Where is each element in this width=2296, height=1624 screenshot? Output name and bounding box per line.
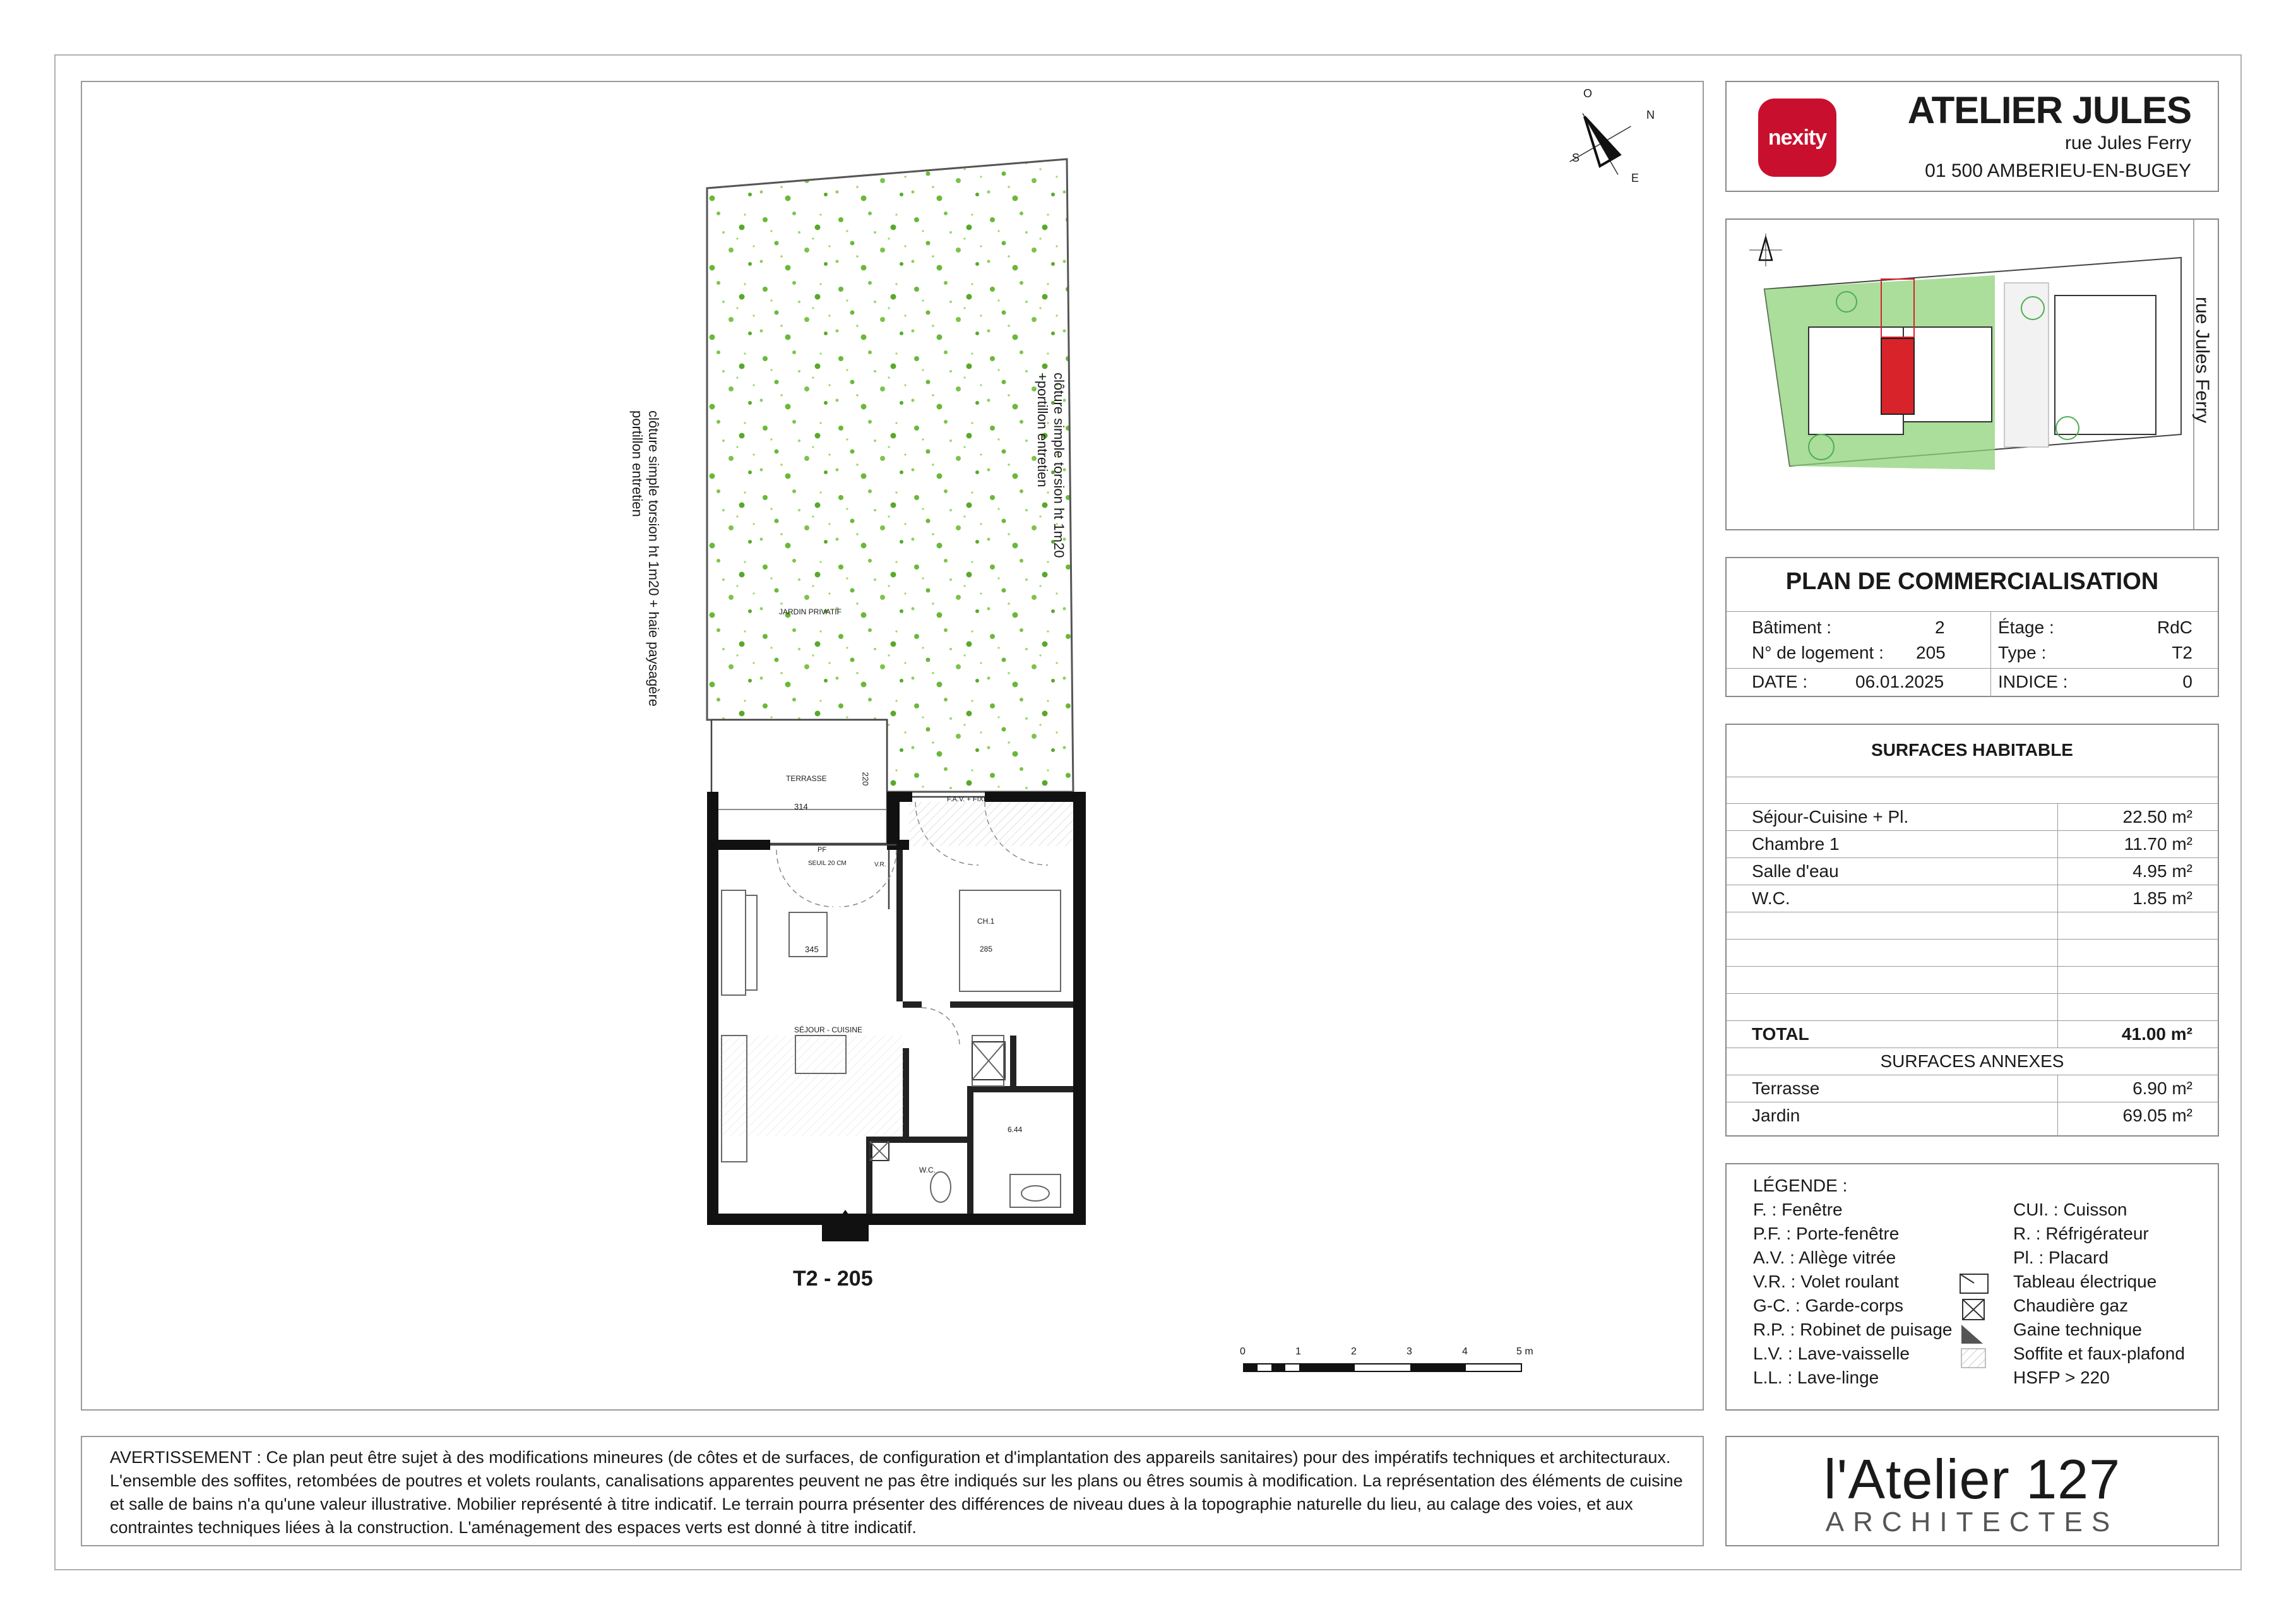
legend-item: L.L. : Lave-linge bbox=[1753, 1368, 1879, 1387]
toilet-icon bbox=[931, 1172, 951, 1202]
scale-tick-0: 0 bbox=[1240, 1346, 1246, 1357]
compass-label-s: S bbox=[1572, 152, 1580, 164]
terrace-label: TERRASSE bbox=[786, 774, 827, 783]
sde-dim: 6.44 bbox=[1008, 1125, 1023, 1134]
etage-label: Étage : bbox=[1998, 618, 2054, 637]
compass-label-n: N bbox=[1646, 109, 1655, 121]
batiment-value: 2 bbox=[1935, 618, 1945, 637]
date-label: DATE : bbox=[1752, 672, 1808, 691]
type-label: Type : bbox=[1998, 643, 2047, 662]
surface-row-label: Séjour-Cuisine + Pl. bbox=[1752, 807, 1909, 827]
legend-item: R. : Réfrigérateur bbox=[2013, 1224, 2149, 1243]
date-value: 06.01.2025 bbox=[1855, 672, 1944, 691]
terrace-dim-w: 314 bbox=[794, 802, 808, 811]
annexe-row-label: Terrasse bbox=[1752, 1078, 1820, 1098]
address-line2: 01 500 AMBERIEU-EN-BUGEY bbox=[1925, 160, 2191, 181]
fav-label: F.A.V. + FIXE bbox=[947, 796, 989, 803]
indice-label: INDICE : bbox=[1998, 672, 2068, 691]
plan-info-panel bbox=[1725, 557, 2219, 697]
architect-subtitle: ARCHITECTES bbox=[1825, 1507, 2119, 1537]
legend-item: HSFP > 220 bbox=[2013, 1368, 2110, 1387]
indice-value: 0 bbox=[2182, 672, 2192, 691]
surface-row-value: 22.50 m² bbox=[2122, 807, 2192, 827]
logement-value: 205 bbox=[1916, 643, 1946, 662]
address-line1: rue Jules Ferry bbox=[2064, 133, 2191, 153]
fence-label-right: clôture simple torsion ht 1m20 +portillon entretien bbox=[1035, 373, 1067, 558]
nexity-logo: nexity bbox=[1758, 99, 1836, 177]
legend-item: R.P. : Robinet de puisage bbox=[1753, 1320, 1953, 1339]
surface-row-label: W.C. bbox=[1752, 888, 1790, 908]
legend-panel bbox=[1725, 1163, 2219, 1411]
logement-label: N° de logement : bbox=[1752, 643, 1884, 662]
scale-tick-5: 5 m bbox=[1516, 1346, 1533, 1357]
terrace-dim-h: 220 bbox=[860, 772, 871, 786]
legend-item: F. : Fenêtre bbox=[1753, 1200, 1843, 1219]
garden-label: JARDIN PRIVATIF bbox=[779, 607, 842, 616]
legend-symbols bbox=[1955, 1273, 1993, 1399]
surface-total-label: TOTAL bbox=[1752, 1024, 1809, 1044]
pf-label: PF bbox=[818, 846, 827, 854]
etage-value: RdC bbox=[2156, 618, 2192, 637]
surface-row-value: 11.70 m² bbox=[2124, 834, 2192, 854]
annexes-title: SURFACES ANNEXES bbox=[1880, 1051, 2064, 1071]
site-map bbox=[1727, 220, 2218, 529]
floor-plan bbox=[81, 81, 1704, 1411]
plan-title: PLAN DE COMMERCIALISATION bbox=[1785, 568, 2159, 595]
surface-row-label: Salle d'eau bbox=[1752, 861, 1839, 881]
soffite-icon bbox=[1961, 1349, 1985, 1368]
legend-item: CUI. : Cuisson bbox=[2013, 1200, 2127, 1219]
site-street-label: rue Jules Ferry bbox=[2192, 297, 2213, 424]
scale-tick-4: 4 bbox=[1462, 1346, 1468, 1357]
legend-item: Gaine technique bbox=[2013, 1320, 2142, 1339]
chaudiere-icon bbox=[1963, 1299, 1984, 1320]
soffite-area bbox=[909, 802, 1073, 846]
annexe-row-value: 69.05 m² bbox=[2122, 1106, 2192, 1125]
scale-tick-3: 3 bbox=[1407, 1346, 1412, 1357]
type-value: T2 bbox=[2172, 643, 2192, 662]
legend-item: P.F. : Porte-fenêtre bbox=[1753, 1224, 1900, 1243]
surface-row-value: 4.95 m² bbox=[2132, 861, 2192, 881]
legend-item: Soffite et faux-plafond bbox=[2013, 1344, 2185, 1363]
sink-icon bbox=[1021, 1186, 1049, 1201]
scale-tick-2: 2 bbox=[1351, 1346, 1357, 1357]
annexe-row-label: Jardin bbox=[1752, 1106, 1800, 1125]
sejour-dim: 345 bbox=[805, 945, 819, 954]
surface-row-label: Chambre 1 bbox=[1752, 834, 1840, 854]
wc-label: W.C. bbox=[919, 1166, 936, 1174]
garden-area bbox=[707, 159, 1073, 792]
chambre-label: CH.1 bbox=[977, 917, 995, 926]
vr-label: V.R. bbox=[874, 861, 886, 868]
compass-label-e: E bbox=[1631, 172, 1639, 184]
batiment-label: Bâtiment : bbox=[1752, 618, 1832, 637]
unit-label: T2 - 205 bbox=[793, 1267, 873, 1291]
fence-label-left: clôture simple torsion ht 1m20 + haie paysagère portillon entretien bbox=[629, 410, 662, 707]
gaine-technique-icon bbox=[1961, 1325, 1983, 1344]
sejour-label: SÉJOUR - CUISINE bbox=[794, 1025, 863, 1034]
tableau-electrique-icon bbox=[1960, 1274, 1988, 1293]
legend-item: G-C. : Garde-corps bbox=[1753, 1296, 1904, 1315]
legend-title: LÉGENDE : bbox=[1753, 1176, 1848, 1195]
annexe-row-value: 6.90 m² bbox=[2132, 1078, 2192, 1098]
legend-item: Pl. : Placard bbox=[2013, 1248, 2109, 1267]
compass-label-o: O bbox=[1583, 87, 1593, 100]
bed-icon bbox=[960, 890, 1061, 991]
legend-item: L.V. : Lave-vaisselle bbox=[1753, 1344, 1910, 1363]
warning-text: AVERTISSEMENT : Ce plan peut être sujet à des modifications mineures (de côtes et de surfaces, de configuration et d'implantation des appareils sanitaires) pour des impératifs techniques et architecturaux. L'ensemble des soffites, retombées de poutres et volets roulants, canalisations apparentes peuvent ne pas être indiqués sur les plans ou êtres soumis à modification. La représentation des éléments de cuisine et salle de bains n'a qu'une valeur illustrative. Mobilier représenté à titre indicatif. Le terrain pourra présenter des différences de niveau dues à la topographie naturelle du lieu, au calage des voies, et aux contraintes techniques liées à la construction. L'aménagement des espaces verts est donné à titre indicatif. bbox=[110, 1448, 1683, 1537]
chambre-dim: 285 bbox=[980, 945, 993, 953]
architect-name: l'Atelier 127 bbox=[1823, 1448, 2121, 1510]
legend-item: Tableau électrique bbox=[2013, 1272, 2157, 1291]
architect-panel bbox=[1725, 1436, 2219, 1546]
header-panel bbox=[1725, 81, 2219, 192]
surfaces-title: SURFACES HABITABLE bbox=[1871, 740, 2073, 760]
surface-total-value: 41.00 m² bbox=[2121, 1024, 2192, 1044]
surface-row-value: 1.85 m² bbox=[2132, 888, 2192, 908]
legend-item: Chaudière gaz bbox=[2013, 1296, 2129, 1315]
scale-tick-1: 1 bbox=[1295, 1346, 1301, 1357]
scale-bar bbox=[1244, 1364, 1521, 1371]
surfaces-panel bbox=[1725, 724, 2219, 1137]
warning-panel bbox=[81, 1436, 1704, 1546]
site-map-panel bbox=[1725, 218, 2219, 530]
project-name: ATELIER JULES bbox=[1907, 89, 2191, 131]
sofa-icon bbox=[722, 890, 746, 995]
legend-item: A.V. : Allège vitrée bbox=[1753, 1248, 1896, 1267]
seuil-label: SEUIL 20 CM bbox=[808, 860, 847, 867]
legend-item: V.R. : Volet roulant bbox=[1753, 1272, 1899, 1291]
